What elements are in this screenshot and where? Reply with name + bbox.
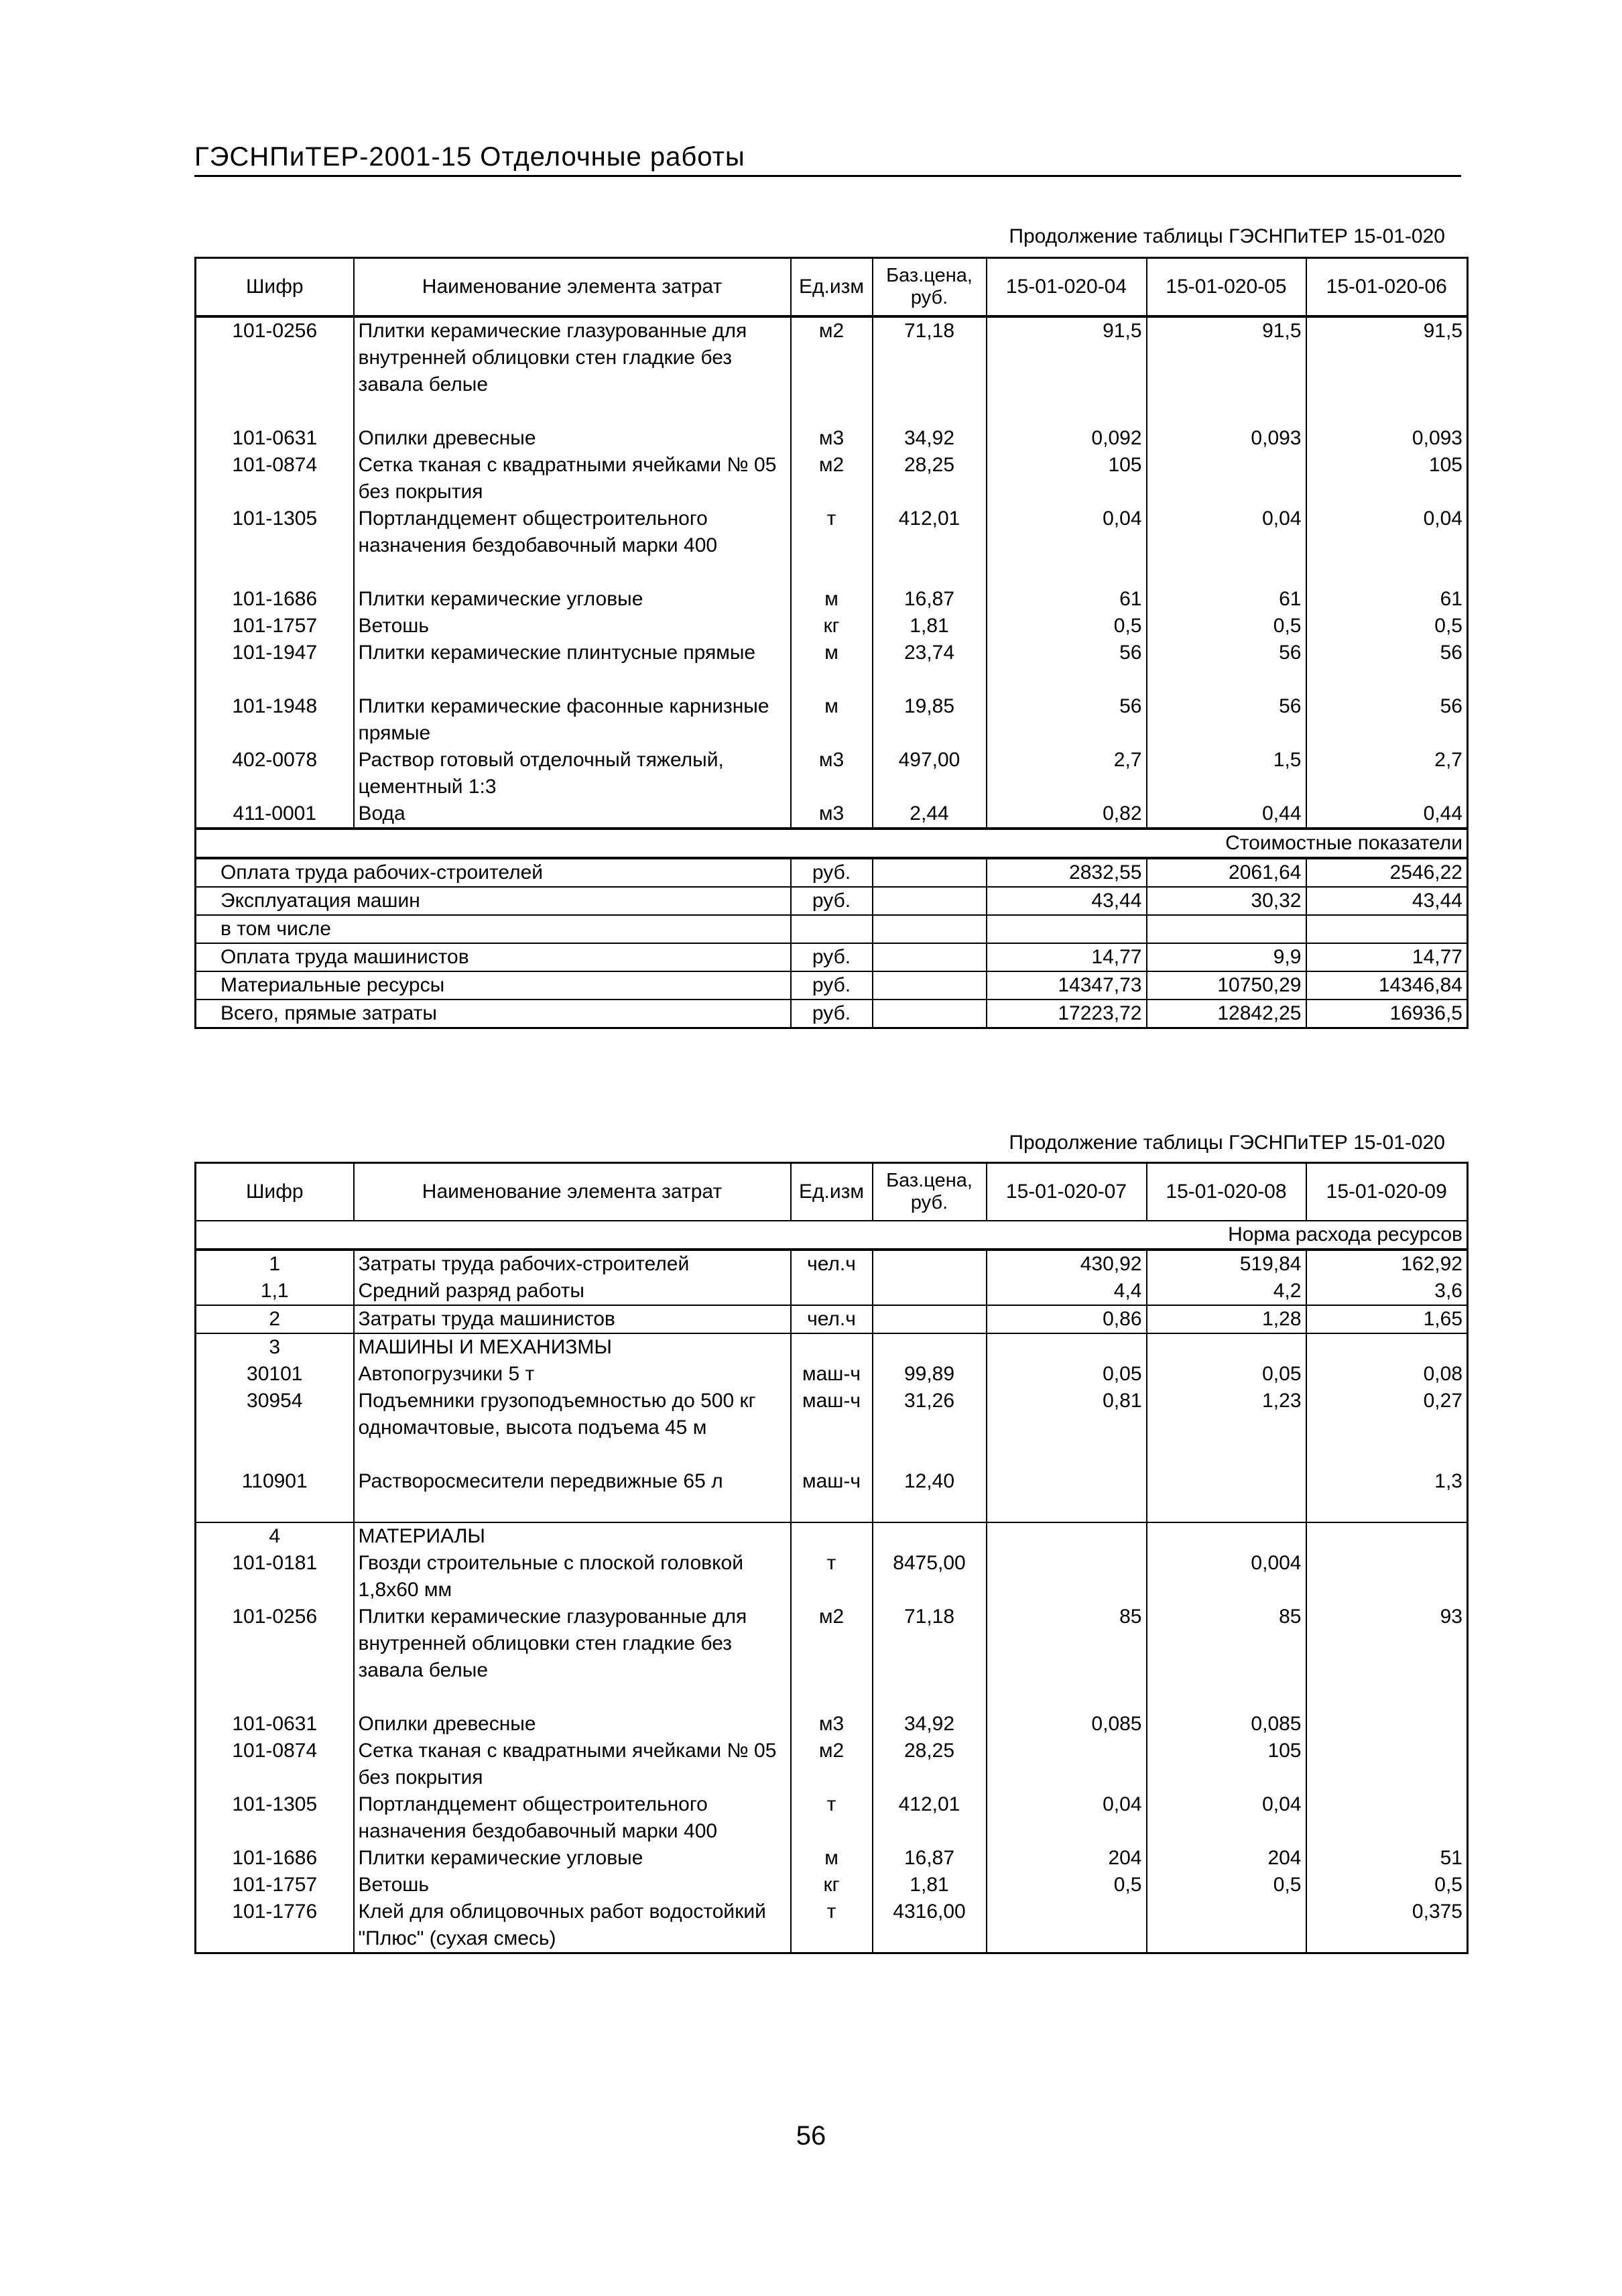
cell-code: 1 — [196, 1250, 354, 1278]
column-header: Ед.изм — [791, 258, 873, 317]
summary-label: Материальные ресурсы — [196, 971, 791, 1000]
summary-label: Эксплуатация машин — [196, 887, 791, 915]
cell-value: 0,04 — [1306, 505, 1468, 559]
page-number: 56 — [796, 2121, 826, 2151]
column-header: 15-01-020-07 — [987, 1163, 1147, 1221]
table-row — [196, 640, 1468, 693]
cell-unit: руб. — [791, 971, 873, 1000]
cell-value: 0,5 — [1306, 613, 1468, 640]
summary-row — [196, 887, 1468, 915]
cell-value: 1,3 — [1306, 1468, 1468, 1522]
cell-value — [1306, 1333, 1468, 1361]
cell-code: 101-0256 — [196, 316, 354, 398]
column-header: 15-01-020-04 — [987, 258, 1147, 317]
table-row — [196, 1845, 1468, 1872]
summary-label: Оплата труда машинистов — [196, 943, 791, 971]
table-header-row — [196, 258, 1468, 317]
cell-unit: т — [791, 505, 873, 559]
resource-table-1 — [194, 257, 1469, 1029]
cell-value: 0,05 — [987, 1361, 1147, 1388]
cell-price: 412,01 — [873, 1791, 987, 1845]
cell-value: 14346,84 — [1306, 971, 1468, 1000]
cell-name: Плитки керамические угловые — [354, 586, 791, 613]
cell-name: Затраты труда машинистов — [354, 1305, 791, 1333]
table-row — [196, 425, 1468, 452]
cell-unit: м2 — [791, 316, 873, 398]
cell-value: 56 — [1147, 693, 1306, 747]
column-header: Ед.изм — [791, 1163, 873, 1221]
cell-code: 101-1757 — [196, 613, 354, 640]
cell-value: 1,28 — [1147, 1305, 1306, 1333]
summary-label: Всего, прямые затраты — [196, 1000, 791, 1028]
cell-value: 61 — [1306, 586, 1468, 613]
table-row — [196, 1604, 1468, 1684]
cell-name: Средний разряд работы — [354, 1278, 791, 1305]
cell-name: Ветошь — [354, 613, 791, 640]
cell-code: 101-1686 — [196, 586, 354, 613]
cell-name: Плитки керамические плинтусные прямые — [354, 640, 791, 693]
cell-value: 0,004 — [1147, 1550, 1306, 1604]
cell-value: 105 — [1147, 1738, 1306, 1791]
cell-value: 105 — [1306, 452, 1468, 505]
cell-price: 28,25 — [873, 452, 987, 505]
cell-unit: м2 — [791, 1738, 873, 1791]
cell-price: 99,89 — [873, 1361, 987, 1388]
cell-unit: чел.ч — [791, 1250, 873, 1278]
cell-price: 34,92 — [873, 1711, 987, 1738]
cell-value: 2,7 — [1306, 747, 1468, 800]
cell-unit: маш-ч — [791, 1468, 873, 1522]
cell-value: 3,6 — [1306, 1278, 1468, 1305]
cell-price — [873, 1278, 987, 1305]
cell-value: 0,5 — [1306, 1872, 1468, 1898]
cell-value: 0,092 — [987, 425, 1147, 452]
cell-value — [987, 915, 1147, 943]
cell-name: Портландцемент общестроительного назначения бездобавочный марки 400 — [354, 1791, 791, 1845]
table-row — [196, 747, 1468, 800]
cell-unit: руб. — [791, 1000, 873, 1028]
column-header: Баз.цена, руб. — [873, 1163, 987, 1221]
table-row — [196, 800, 1468, 829]
cell-value — [1306, 1711, 1468, 1738]
cell-value: 51 — [1306, 1845, 1468, 1872]
cell-price: 2,44 — [873, 800, 987, 829]
cell-name: Подъемники грузоподъемностью до 500 кг одномачтовые, высота подъема 45 м — [354, 1388, 791, 1441]
cell-price: 19,85 — [873, 693, 987, 747]
cell-unit: т — [791, 1550, 873, 1604]
column-header: 15-01-020-06 — [1306, 258, 1468, 317]
cell-value: 56 — [987, 693, 1147, 747]
cell-value: 85 — [1147, 1604, 1306, 1684]
cell-unit: руб. — [791, 943, 873, 971]
cell-value: 2832,55 — [987, 858, 1147, 887]
cell-code: 1,1 — [196, 1278, 354, 1305]
cell-value: 0,093 — [1147, 425, 1306, 452]
cell-value: 61 — [987, 586, 1147, 613]
summary-label: Оплата труда рабочих-строителей — [196, 858, 791, 887]
table1-caption: Продолжение таблицы ГЭСНПиТЕР 15-01-020 — [1009, 225, 1445, 247]
cell-unit: м3 — [791, 425, 873, 452]
cell-value: 0,04 — [987, 505, 1147, 559]
table-row — [196, 1278, 1468, 1305]
cell-value — [987, 1333, 1147, 1361]
cell-name: Плитки керамические фасонные карнизные прямые — [354, 693, 791, 747]
cell-code: 101-0631 — [196, 425, 354, 452]
column-header: Наименование элемента затрат — [354, 1163, 791, 1221]
cell-value: 10750,29 — [1147, 971, 1306, 1000]
cell-unit: м — [791, 693, 873, 747]
cell-value: 43,44 — [1306, 887, 1468, 915]
cell-price — [873, 1250, 987, 1278]
cell-value: 1,23 — [1147, 1388, 1306, 1441]
table-row — [196, 1250, 1468, 1278]
table-header-row — [196, 1163, 1468, 1221]
cell-name: Плитки керамические глазурованные для внутренней облицовки стен гладкие без завала белые — [354, 1604, 791, 1684]
column-header: Наименование элемента затрат — [354, 258, 791, 317]
cell-price: 71,18 — [873, 316, 987, 398]
cell-code: 101-0874 — [196, 1738, 354, 1791]
summary-row — [196, 943, 1468, 971]
cell-value: 91,5 — [987, 316, 1147, 398]
cell-price — [873, 1305, 987, 1333]
cell-value: 85 — [987, 1604, 1147, 1684]
cell-value: 91,5 — [1147, 316, 1306, 398]
cell-code: 101-1947 — [196, 640, 354, 693]
table-row — [196, 693, 1468, 747]
cell-value: 0,44 — [1147, 800, 1306, 829]
cell-value: 56 — [1306, 640, 1468, 693]
cell-value: 4,2 — [1147, 1278, 1306, 1305]
cell-name: Плитки керамические угловые — [354, 1845, 791, 1872]
cell-unit — [791, 915, 873, 943]
cell-unit: м2 — [791, 1604, 873, 1684]
cell-name: Затраты труда рабочих-строителей — [354, 1250, 791, 1278]
section-title: МАТЕРИАЛЫ — [354, 1522, 791, 1550]
cell-value: 14,77 — [987, 943, 1147, 971]
cell-value — [1306, 1791, 1468, 1845]
cell-name: Раствор готовый отделочный тяжелый, цементный 1:3 — [354, 747, 791, 800]
cell-name: Сетка тканая с квадратными ячейками № 05 без покрытия — [354, 1738, 791, 1791]
table-row — [196, 1468, 1468, 1522]
cell-value — [987, 1738, 1147, 1791]
cell-value: 0,5 — [1147, 613, 1306, 640]
section-title: МАШИНЫ И МЕХАНИЗМЫ — [354, 1333, 791, 1361]
cell-unit: т — [791, 1898, 873, 1953]
cell-unit: т — [791, 1791, 873, 1845]
cell-value: 0,5 — [987, 613, 1147, 640]
cell-value: 17223,72 — [987, 1000, 1147, 1028]
cell-value — [1147, 1522, 1306, 1550]
cell-name: Опилки древесные — [354, 425, 791, 452]
cell-value: 1,65 — [1306, 1305, 1468, 1333]
cell-value: 56 — [987, 640, 1147, 693]
cell-price: 31,26 — [873, 1388, 987, 1441]
cell-code: 2 — [196, 1305, 354, 1333]
table-row — [196, 586, 1468, 613]
spacer-row — [196, 559, 1468, 586]
cell-unit: чел.ч — [791, 1305, 873, 1333]
cell-code: 101-1686 — [196, 1845, 354, 1872]
cell-value: 93 — [1306, 1604, 1468, 1684]
cell-code: 411-0001 — [196, 800, 354, 829]
summary-row — [196, 1000, 1468, 1028]
table-row — [196, 316, 1468, 398]
cell-unit: руб. — [791, 887, 873, 915]
cell-value: 0,093 — [1306, 425, 1468, 452]
cell-value: 12842,25 — [1147, 1000, 1306, 1028]
table-row — [196, 452, 1468, 505]
cell-code: 101-0874 — [196, 452, 354, 505]
cell-code: 101-1776 — [196, 1898, 354, 1953]
cell-name: Клей для облицовочных работ водостойкий "Плюс" (сухая смесь) — [354, 1898, 791, 1953]
cell-name: Опилки древесные — [354, 1711, 791, 1738]
cell-unit: м — [791, 640, 873, 693]
cell-value — [1147, 1898, 1306, 1953]
cell-code: 402-0078 — [196, 747, 354, 800]
document-title: ГЭСНПиТЕР-2001-15 Отделочные работы — [194, 142, 745, 172]
section-row — [196, 1333, 1468, 1361]
cell-unit: кг — [791, 613, 873, 640]
cell-code: 101-0631 — [196, 1711, 354, 1738]
cell-value: 0,085 — [1147, 1711, 1306, 1738]
cell-unit: м — [791, 586, 873, 613]
cell-value: 2546,22 — [1306, 858, 1468, 887]
column-header: Шифр — [196, 258, 354, 317]
cell-value: 430,92 — [987, 1250, 1147, 1278]
summary-row — [196, 915, 1468, 943]
cell-price: 71,18 — [873, 1604, 987, 1684]
cell-value: 0,04 — [987, 1791, 1147, 1845]
summary-label: в том числе — [196, 915, 791, 943]
cell-value: 204 — [1147, 1845, 1306, 1872]
cell-value — [1147, 1333, 1306, 1361]
page-header — [194, 142, 1461, 177]
table-row — [196, 1550, 1468, 1604]
cell-value: 0,86 — [987, 1305, 1147, 1333]
table-row — [196, 505, 1468, 559]
spacer-row — [196, 1684, 1468, 1711]
cell-value: 0,04 — [1147, 1791, 1306, 1845]
cell-price: 497,00 — [873, 747, 987, 800]
spacer-row — [196, 1441, 1468, 1468]
summary-row — [196, 858, 1468, 887]
cell-value: 61 — [1147, 586, 1306, 613]
cell-name: Портландцемент общестроительного назначения бездобавочный марки 400 — [354, 505, 791, 559]
cell-value: 56 — [1306, 693, 1468, 747]
column-header: 15-01-020-08 — [1147, 1163, 1306, 1221]
cell-price: 1,81 — [873, 613, 987, 640]
cell-name: Автопогрузчики 5 т — [354, 1361, 791, 1388]
spacer-row — [196, 398, 1468, 425]
cell-value — [987, 1468, 1147, 1522]
resource-table-2 — [194, 1162, 1469, 1954]
cell-unit — [791, 1522, 873, 1550]
cell-value — [1306, 1550, 1468, 1604]
cell-unit: маш-ч — [791, 1388, 873, 1441]
cell-value: 91,5 — [1306, 316, 1468, 398]
table-row — [196, 1898, 1468, 1953]
cell-value: 204 — [987, 1845, 1147, 1872]
cell-price — [873, 1522, 987, 1550]
cell-price: 12,40 — [873, 1468, 987, 1522]
cell-value: 4,4 — [987, 1278, 1147, 1305]
cell-value: 0,375 — [1306, 1898, 1468, 1953]
cell-unit: м2 — [791, 452, 873, 505]
cell-unit: м3 — [791, 747, 873, 800]
cell-value — [1306, 1738, 1468, 1791]
cell-unit: руб. — [791, 858, 873, 887]
cell-code: 101-1305 — [196, 1791, 354, 1845]
cell-code: 4 — [196, 1522, 354, 1550]
cell-name: Растворосмесители передвижные 65 л — [354, 1468, 791, 1522]
cell-value: 2,7 — [987, 747, 1147, 800]
section-heading-row — [196, 829, 1468, 858]
cell-price — [873, 1333, 987, 1361]
cell-code: 101-1305 — [196, 505, 354, 559]
cell-unit — [791, 1333, 873, 1361]
cell-unit: маш-ч — [791, 1361, 873, 1388]
cell-name: Гвозди строительные с плоской головкой 1,8х60 мм — [354, 1550, 791, 1604]
cell-value — [1147, 452, 1306, 505]
table-row — [196, 1388, 1468, 1441]
cell-price: 4316,00 — [873, 1898, 987, 1953]
cell-price: 412,01 — [873, 505, 987, 559]
cell-name: Сетка тканая с квадратными ячейками № 05 без покрытия — [354, 452, 791, 505]
cell-value — [1147, 1468, 1306, 1522]
table-row — [196, 1711, 1468, 1738]
cell-price: 28,25 — [873, 1738, 987, 1791]
cell-value: 9,9 — [1147, 943, 1306, 971]
table-row — [196, 1872, 1468, 1898]
cell-value — [987, 1550, 1147, 1604]
cell-code: 110901 — [196, 1468, 354, 1522]
cell-value: 0,82 — [987, 800, 1147, 829]
cell-value: 14,77 — [1306, 943, 1468, 971]
cell-code: 101-1757 — [196, 1872, 354, 1898]
cell-value: 105 — [987, 452, 1147, 505]
cell-unit: м3 — [791, 1711, 873, 1738]
cell-code: 30954 — [196, 1388, 354, 1441]
cell-value: 0,05 — [1147, 1361, 1306, 1388]
cell-value: 519,84 — [1147, 1250, 1306, 1278]
table-row — [196, 1738, 1468, 1791]
summary-row — [196, 971, 1468, 1000]
cell-value: 0,5 — [1147, 1872, 1306, 1898]
cell-value: 43,44 — [987, 887, 1147, 915]
cell-value: 0,04 — [1147, 505, 1306, 559]
section-heading-row — [196, 1221, 1468, 1250]
table-row — [196, 1305, 1468, 1333]
cell-price: 16,87 — [873, 586, 987, 613]
cell-value: 2061,64 — [1147, 858, 1306, 887]
column-header: 15-01-020-09 — [1306, 1163, 1468, 1221]
column-header: Баз.цена, руб. — [873, 258, 987, 317]
table-row — [196, 613, 1468, 640]
cell-name: Ветошь — [354, 1872, 791, 1898]
cell-value: 30,32 — [1147, 887, 1306, 915]
cell-value: 0,27 — [1306, 1388, 1468, 1441]
cell-value: 14347,73 — [987, 971, 1147, 1000]
table-row — [196, 1791, 1468, 1845]
cell-value: 0,81 — [987, 1388, 1147, 1441]
cell-value — [1147, 915, 1306, 943]
cell-value: 162,92 — [1306, 1250, 1468, 1278]
table2-caption: Продолжение таблицы ГЭСНПиТЕР 15-01-020 — [1009, 1132, 1445, 1154]
cell-value: 1,5 — [1147, 747, 1306, 800]
cell-unit: м3 — [791, 800, 873, 829]
norm-heading: Норма расхода ресурсов — [196, 1221, 1468, 1250]
column-header: 15-01-020-05 — [1147, 258, 1306, 317]
cell-unit — [791, 1278, 873, 1305]
cell-value — [1306, 915, 1468, 943]
cost-indicators-heading: Стоимостные показатели — [196, 829, 1468, 858]
table-row — [196, 1361, 1468, 1388]
cell-code: 101-0181 — [196, 1550, 354, 1604]
cell-price: 8475,00 — [873, 1550, 987, 1604]
cell-price: 23,74 — [873, 640, 987, 693]
cell-value: 16936,5 — [1306, 1000, 1468, 1028]
cell-name: Плитки керамические глазурованные для внутренней облицовки стен гладкие без завала белые — [354, 316, 791, 398]
cell-value: 0,44 — [1306, 800, 1468, 829]
cell-price: 1,81 — [873, 1872, 987, 1898]
column-header: Шифр — [196, 1163, 354, 1221]
cell-code: 101-1948 — [196, 693, 354, 747]
cell-value — [987, 1522, 1147, 1550]
cell-name: Вода — [354, 800, 791, 829]
cell-code: 3 — [196, 1333, 354, 1361]
cell-value: 0,08 — [1306, 1361, 1468, 1388]
cell-value: 0,5 — [987, 1872, 1147, 1898]
cell-value — [1306, 1522, 1468, 1550]
cell-value: 0,085 — [987, 1711, 1147, 1738]
cell-unit: кг — [791, 1872, 873, 1898]
cell-value: 56 — [1147, 640, 1306, 693]
section-row — [196, 1522, 1468, 1550]
cell-price: 34,92 — [873, 425, 987, 452]
cell-unit: м — [791, 1845, 873, 1872]
cell-price: 16,87 — [873, 1845, 987, 1872]
cell-code: 30101 — [196, 1361, 354, 1388]
cell-code: 101-0256 — [196, 1604, 354, 1684]
cell-value — [987, 1898, 1147, 1953]
